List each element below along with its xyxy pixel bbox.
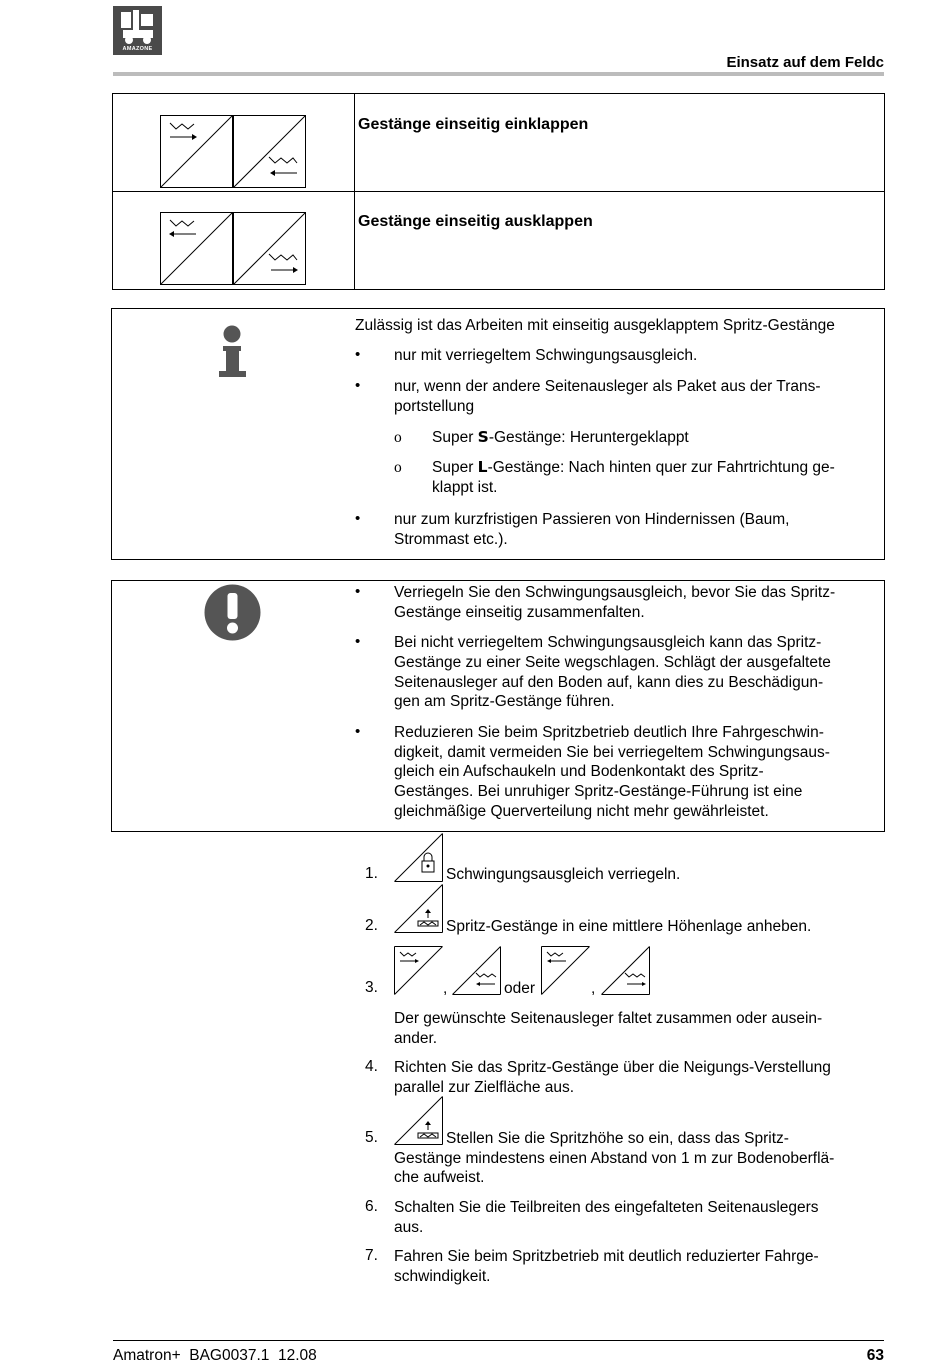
fold-right-key-icon [452, 946, 501, 995]
warning-line-10: Gestänges. Bei unruhiger Spritz-Gestänge-Führung ist eine [394, 783, 803, 800]
step-7-text-2: schwindigkeit. [394, 1268, 491, 1285]
warning-line-11: gleichmäßige Querverteilung nicht mehr gewährleistet. [394, 803, 769, 820]
info-sub-2 [432, 458, 835, 478]
footer-doc-id: Amatron+ BAG0037.1 12.08 [113, 1347, 317, 1364]
warning-line-8: digkeit, damit vermeiden Sie bei verriegeltem Schwingungsaus- [394, 744, 830, 761]
warning-line-3: Bei nicht verriegeltem Schwingungsausgleich kann das Spritz- [394, 634, 822, 651]
info-bullet-3: nur zum kurzfristigen Passieren von Hindernissen (Baum, [394, 511, 790, 528]
unfold-right-key-icon [233, 212, 306, 285]
unfold-left-key-icon [541, 946, 590, 995]
step-5-text-2: Gestänge mindestens einen Abstand von 1 m zur Bodenoberflä- [394, 1150, 835, 1167]
step-4-number: 4. [365, 1058, 378, 1075]
step-6-text-1: Schalten Sie die Teilbreiten des eingefalteten Seitenauslegers [394, 1199, 819, 1216]
table-divider-horizontal [113, 191, 884, 192]
fold-right-key-icon [233, 115, 306, 188]
bullet-glyph: • [355, 346, 361, 363]
raise-key-icon [394, 1096, 443, 1145]
step-3-comma-2: , [591, 980, 596, 997]
warning-line-1: Verriegeln Sie den Schwingungsausgleich, bevor Sie das Spritz- [394, 584, 836, 601]
fold-left-key-icon [160, 115, 233, 188]
info-sub-1 [432, 428, 689, 448]
step-4-text-2: parallel zur Zielfläche aus. [394, 1079, 575, 1096]
super-l-letter: L [477, 458, 488, 476]
info-intro: Zulässig ist das Arbeiten mit einseitig ausgeklapptem Spritz-Gestänge [355, 317, 835, 334]
step-5-text-1: Stellen Sie die Spritzhöhe so ein, dass das Spritz- [446, 1130, 789, 1147]
step-7-number: 7. [365, 1247, 378, 1264]
sub2-prefix: Super [432, 459, 478, 476]
step-1-text: Schwingungsausgleich verriegeln. [446, 866, 681, 883]
sub2-text-1: -Gestänge: Nach hinten quer zur Fahrtrichtung ge- [487, 459, 835, 476]
exclamation-icon [204, 584, 261, 641]
sub-bullet-glyph: ο [394, 459, 402, 476]
info-bullet-3-cont: Strommast etc.). [394, 531, 508, 548]
warning-line-7: Reduzieren Sie beim Spritzbetrieb deutlich Ihre Fahrgeschwin- [394, 724, 824, 741]
info-bullet-1: nur mit verriegeltem Schwingungsausgleich. [394, 347, 698, 364]
info-bullet-2-cont: portstellung [394, 398, 475, 415]
bullet-glyph: • [355, 510, 361, 527]
step-6-number: 6. [365, 1198, 378, 1215]
info-icon [217, 325, 247, 379]
sub-bullet-glyph: ο [394, 429, 402, 446]
warning-line-5: Seitenausleger auf den Boden auf, kann dies zu Beschädigun- [394, 674, 824, 691]
lock-key-icon [394, 833, 443, 882]
step-4-text-1: Richten Sie das Spritz-Gestänge über die Neigungs-Verstellung [394, 1059, 831, 1076]
step-5-number: 5. [365, 1129, 378, 1146]
info-sub-2-cont: klappt ist. [432, 479, 498, 496]
warning-line-6: gen am Spritz-Gestänge führen. [394, 693, 615, 710]
sub1-text: -Gestänge: Heruntergeklappt [488, 429, 689, 446]
footer-rule [113, 1340, 884, 1341]
step-6-text-2: aus. [394, 1219, 424, 1236]
amazone-logo [113, 6, 162, 55]
step-3-number: 3. [365, 979, 378, 996]
page-number: 63 [866, 1347, 884, 1364]
step-2-text: Spritz-Gestänge in eine mittlere Höhenlage anheben. [446, 918, 812, 935]
sub1-prefix: Super [432, 429, 478, 446]
step-3-text-1: Der gewünschte Seitenausleger faltet zusammen oder ausein- [394, 1010, 823, 1027]
fold-left-key-icon [394, 946, 443, 995]
step-7-text-1: Fahren Sie beim Spritzbetrieb mit deutlich reduzierter Fahrge- [394, 1248, 819, 1265]
table-row-1-label: Gestänge einseitig einklappen [358, 116, 589, 133]
warning-line-9: gleich ein Aufschaukeln und Bodenkontakt des Spritz- [394, 763, 764, 780]
warning-line-4: Gestänge zu einer Seite wegschlagen. Schlägt der ausgefaltete [394, 654, 831, 671]
step-1-number: 1. [365, 865, 378, 882]
raise-key-icon [394, 884, 443, 933]
table-row-2-label: Gestänge einseitig ausklappen [358, 213, 593, 230]
warning-line-2: Gestänge einseitig zusammenfalten. [394, 604, 645, 621]
section-title: Einsatz auf dem Feldc [726, 54, 884, 71]
function-table [112, 93, 885, 290]
step-3-oder: oder [504, 980, 536, 997]
step-5-text-3: che aufweist. [394, 1169, 485, 1186]
bullet-glyph: • [355, 723, 361, 740]
unfold-left-key-icon [160, 212, 233, 285]
unfold-right-key-icon [601, 946, 650, 995]
step-3-text-2: ander. [394, 1030, 438, 1047]
super-s-letter: S [477, 428, 489, 446]
bullet-glyph: • [355, 633, 361, 650]
header-rule [113, 72, 884, 76]
info-bullet-2: nur, wenn der andere Seitenausleger als Paket aus der Trans- [394, 378, 821, 395]
step-2-number: 2. [365, 917, 378, 934]
bullet-glyph: • [355, 583, 361, 600]
logo-text: AMAZONE [122, 46, 153, 52]
bullet-glyph: • [355, 377, 361, 394]
step-3-comma: , [443, 980, 448, 997]
